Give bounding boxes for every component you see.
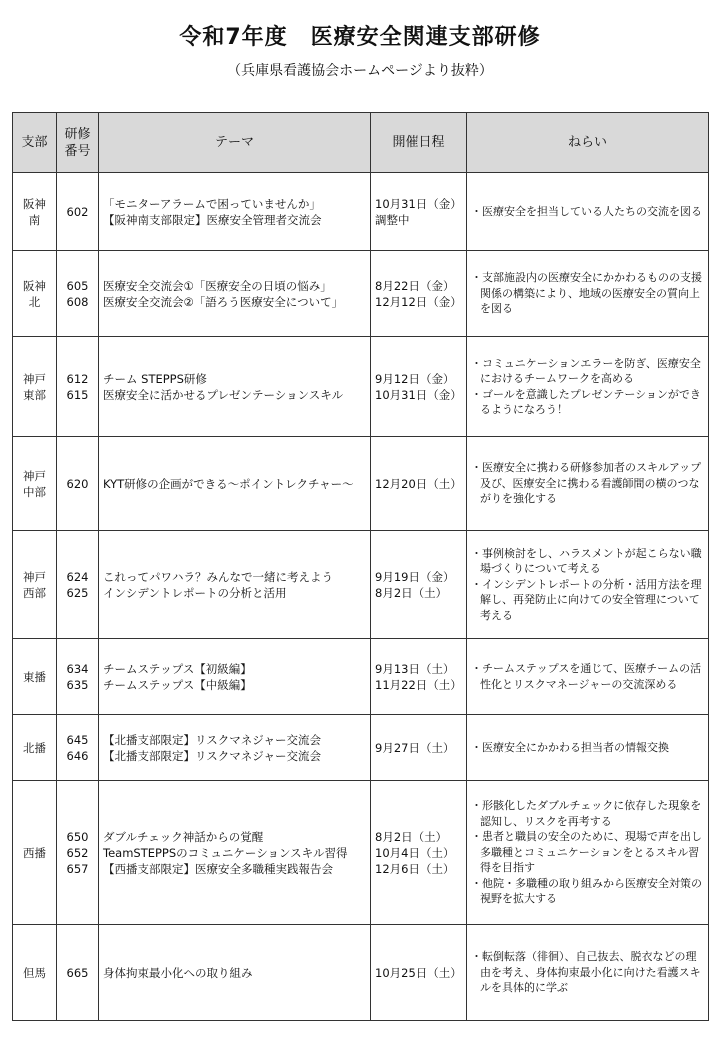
number-cell bbox=[57, 337, 99, 437]
table-row bbox=[13, 781, 709, 925]
date-cell bbox=[371, 173, 467, 251]
theme-cell bbox=[99, 251, 371, 337]
branch-cell bbox=[13, 251, 57, 337]
number-cell bbox=[57, 639, 99, 715]
header-number-line: 番号 bbox=[64, 143, 91, 159]
date-line: 12月20日（土） bbox=[375, 476, 462, 491]
branch-line: 北播 bbox=[23, 740, 46, 755]
date-line: 10月4日（土） bbox=[375, 845, 455, 860]
theme-line: これってパワハラ？みんなで一緒に考えよう bbox=[103, 569, 333, 584]
training-number: 665 bbox=[66, 965, 89, 980]
theme-line: 医療安全交流会①「医療安全の日頃の悩み」 bbox=[103, 278, 332, 293]
branch-line: 南 bbox=[28, 212, 41, 227]
training-number: 625 bbox=[66, 585, 89, 600]
training-number: 634 bbox=[66, 661, 89, 676]
training-number: 645 bbox=[66, 732, 89, 747]
date-line: 調整中 bbox=[375, 212, 410, 227]
training-number: 615 bbox=[66, 387, 89, 402]
theme-line: TeamSTEPPSのコミュニケーションスキル習得 bbox=[103, 845, 348, 860]
aim-cell bbox=[467, 337, 709, 437]
branch-line: 東播 bbox=[23, 669, 46, 684]
training-number: 608 bbox=[66, 294, 89, 309]
aim-item: ・事例検討をし、ハラスメントが起こらない職場づくりについて考える bbox=[471, 546, 702, 576]
training-number: 657 bbox=[66, 861, 89, 876]
number-cell bbox=[57, 925, 99, 1021]
theme-line: KYT研修の企画ができる～ポイントレクチャー～ bbox=[103, 476, 354, 491]
date-cell bbox=[371, 251, 467, 337]
date-line: 9月27日（土） bbox=[375, 740, 455, 755]
number-cell bbox=[57, 173, 99, 251]
date-cell bbox=[371, 437, 467, 531]
theme-line: 医療安全に活かせるプレゼンテーションスキル bbox=[103, 387, 344, 402]
table-row bbox=[13, 639, 709, 715]
date-cell bbox=[371, 531, 467, 639]
table-row bbox=[13, 337, 709, 437]
branch-line: 中部 bbox=[23, 484, 46, 499]
training-number: 646 bbox=[66, 748, 89, 763]
theme-cell bbox=[99, 781, 371, 925]
training-number: 652 bbox=[66, 845, 89, 860]
date-line: 12月12日（金） bbox=[375, 294, 462, 309]
number-cell bbox=[57, 437, 99, 531]
theme-line: チームステップス【中級編】 bbox=[103, 677, 252, 692]
date-line: 8月2日（土） bbox=[375, 829, 448, 844]
table-row bbox=[13, 173, 709, 251]
branch-line: 但馬 bbox=[23, 965, 46, 980]
aim-cell bbox=[467, 781, 709, 925]
training-number: 605 bbox=[66, 278, 89, 293]
training-number: 620 bbox=[66, 476, 89, 491]
date-line: 10月31日（金） bbox=[375, 387, 462, 402]
branch-cell bbox=[13, 639, 57, 715]
branch-line: 東部 bbox=[23, 387, 46, 402]
date-line: 11月22日（土） bbox=[375, 677, 462, 692]
date-line: 10月31日（金） bbox=[375, 196, 462, 211]
theme-line: 医療安全交流会②「語ろう医療安全について」 bbox=[103, 294, 344, 309]
date-line: 8月22日（金） bbox=[375, 278, 455, 293]
aim-item: ・インシデントレポートの分析・活用方法を理解し、再発防止に向けての安全管理について考える bbox=[471, 577, 702, 622]
header-row bbox=[13, 113, 709, 173]
branch-line: 西部 bbox=[23, 585, 46, 600]
theme-line: 【阪神南支部限定】医療安全管理者交流会 bbox=[103, 212, 322, 227]
document-subtitle: （兵庫県看護協会ホームページより抜粋） bbox=[227, 63, 493, 79]
aim-cell bbox=[467, 437, 709, 531]
branch-cell bbox=[13, 173, 57, 251]
date-cell bbox=[371, 639, 467, 715]
document-title: 令和7年度 医療安全関連支部研修 bbox=[179, 25, 541, 50]
branch-line: 北 bbox=[28, 294, 41, 309]
number-cell bbox=[57, 715, 99, 781]
aim-item: ・コミュニケーションエラーを防ぎ、医療安全におけるチームワークを高める bbox=[471, 356, 701, 385]
training-number: 602 bbox=[66, 204, 89, 219]
branch-line: 阪神 bbox=[23, 278, 46, 293]
aim-cell bbox=[467, 251, 709, 337]
training-number: 612 bbox=[66, 371, 89, 386]
header-aim: ねらい bbox=[467, 113, 709, 173]
date-line: 9月19日（金） bbox=[375, 569, 455, 584]
aim-cell bbox=[467, 639, 709, 715]
theme-line: 身体拘束最小化への取り組み bbox=[103, 965, 253, 980]
aim-item: ・医療安全にかかわる担当者の情報交換 bbox=[471, 740, 669, 754]
number-cell bbox=[57, 781, 99, 925]
theme-line: ダブルチェック神話からの覚醒 bbox=[103, 829, 264, 844]
date-line: 9月12日（金） bbox=[375, 371, 455, 386]
table-row bbox=[13, 715, 709, 781]
aim-item: ・転倒転落（徘徊）、自己抜去、脱衣などの理由を考え、身体拘束最小化に向けた看護スキルを具体的に学ぶ bbox=[471, 950, 701, 995]
table-row bbox=[13, 437, 709, 531]
branch-line: 神戸 bbox=[23, 468, 46, 483]
aim-item: ・他院・多職種の取り組みから医療安全対策の視野を拡大する bbox=[471, 876, 702, 906]
theme-cell bbox=[99, 715, 371, 781]
aim-item: ・ゴールを意識したプレゼンテーションができるようになろう！ bbox=[471, 387, 701, 416]
date-line: 8月2日（土） bbox=[375, 585, 448, 600]
training-number: 650 bbox=[66, 829, 89, 844]
theme-cell bbox=[99, 925, 371, 1021]
theme-cell bbox=[99, 531, 371, 639]
header-theme: テーマ bbox=[99, 113, 371, 173]
theme-line: 【北播支部限定】リスクマネジャー交流会 bbox=[103, 732, 322, 747]
date-cell bbox=[371, 337, 467, 437]
theme-line: 【北播支部限定】リスクマネジャー交流会 bbox=[103, 748, 322, 763]
aim-item: ・支部施設内の医療安全にかかわるものの支援関係の構築により、地域の医療安全の質向上を図る bbox=[471, 271, 702, 316]
aim-item: ・医療安全を担当している人たちの交流を図る bbox=[471, 204, 702, 218]
aim-item: ・患者と職員の安全のために、現場で声を出し多職種とコミュニケーションをとるスキル習得を目指す bbox=[471, 830, 702, 875]
table-row bbox=[13, 925, 709, 1021]
theme-cell bbox=[99, 639, 371, 715]
table-body bbox=[13, 173, 709, 1021]
date-line: 10月25日（土） bbox=[375, 965, 462, 980]
branch-line: 阪神 bbox=[23, 196, 46, 211]
table-row bbox=[13, 531, 709, 639]
header-branch: 支部 bbox=[13, 113, 57, 173]
branch-cell bbox=[13, 531, 57, 639]
branch-line: 神戸 bbox=[23, 371, 46, 386]
theme-line: チームステップス【初級編】 bbox=[103, 661, 252, 676]
theme-line: 「モニターアラームで困っていませんか」 bbox=[103, 196, 321, 211]
branch-cell bbox=[13, 437, 57, 531]
header-number-line: 研修 bbox=[64, 126, 91, 142]
branch-line: 西播 bbox=[23, 845, 46, 860]
branch-cell bbox=[13, 337, 57, 437]
date-cell bbox=[371, 715, 467, 781]
header-date: 開催日程 bbox=[371, 113, 467, 173]
branch-cell bbox=[13, 715, 57, 781]
aim-cell bbox=[467, 531, 709, 639]
aim-item: ・形骸化したダブルチェックに依存した現象を認知し、リスクを再考する bbox=[471, 799, 702, 828]
training-table bbox=[12, 112, 709, 1021]
theme-cell bbox=[99, 173, 371, 251]
aim-item: ・チームステップスを通じて、医療チームの活性化とリスクマネージャーの交流深める bbox=[471, 662, 702, 691]
date-line: 9月13日（土） bbox=[375, 661, 455, 676]
number-cell bbox=[57, 251, 99, 337]
theme-line: 【西播支部限定】医療安全多職種実践報告会 bbox=[103, 861, 333, 876]
branch-line: 神戸 bbox=[23, 569, 46, 584]
training-number: 635 bbox=[66, 677, 89, 692]
branch-cell bbox=[13, 781, 57, 925]
number-cell bbox=[57, 531, 99, 639]
date-line: 12月6日（土） bbox=[375, 861, 455, 876]
table-row bbox=[13, 251, 709, 337]
aim-item: ・医療安全に携わる研修参加者のスキルアップ及び、医療安全に携わる看護師間の横のつながりを強化する bbox=[471, 461, 702, 506]
branch-cell bbox=[13, 925, 57, 1021]
theme-line: チーム STEPPS研修 bbox=[103, 371, 207, 386]
date-cell bbox=[371, 781, 467, 925]
training-number: 624 bbox=[66, 569, 89, 584]
theme-cell bbox=[99, 337, 371, 437]
theme-cell bbox=[99, 437, 371, 531]
aim-cell bbox=[467, 173, 709, 251]
theme-line: インシデントレポートの分析と活用 bbox=[103, 585, 287, 600]
aim-cell bbox=[467, 715, 709, 781]
date-cell bbox=[371, 925, 467, 1021]
header-number bbox=[57, 113, 99, 173]
aim-cell bbox=[467, 925, 709, 1021]
